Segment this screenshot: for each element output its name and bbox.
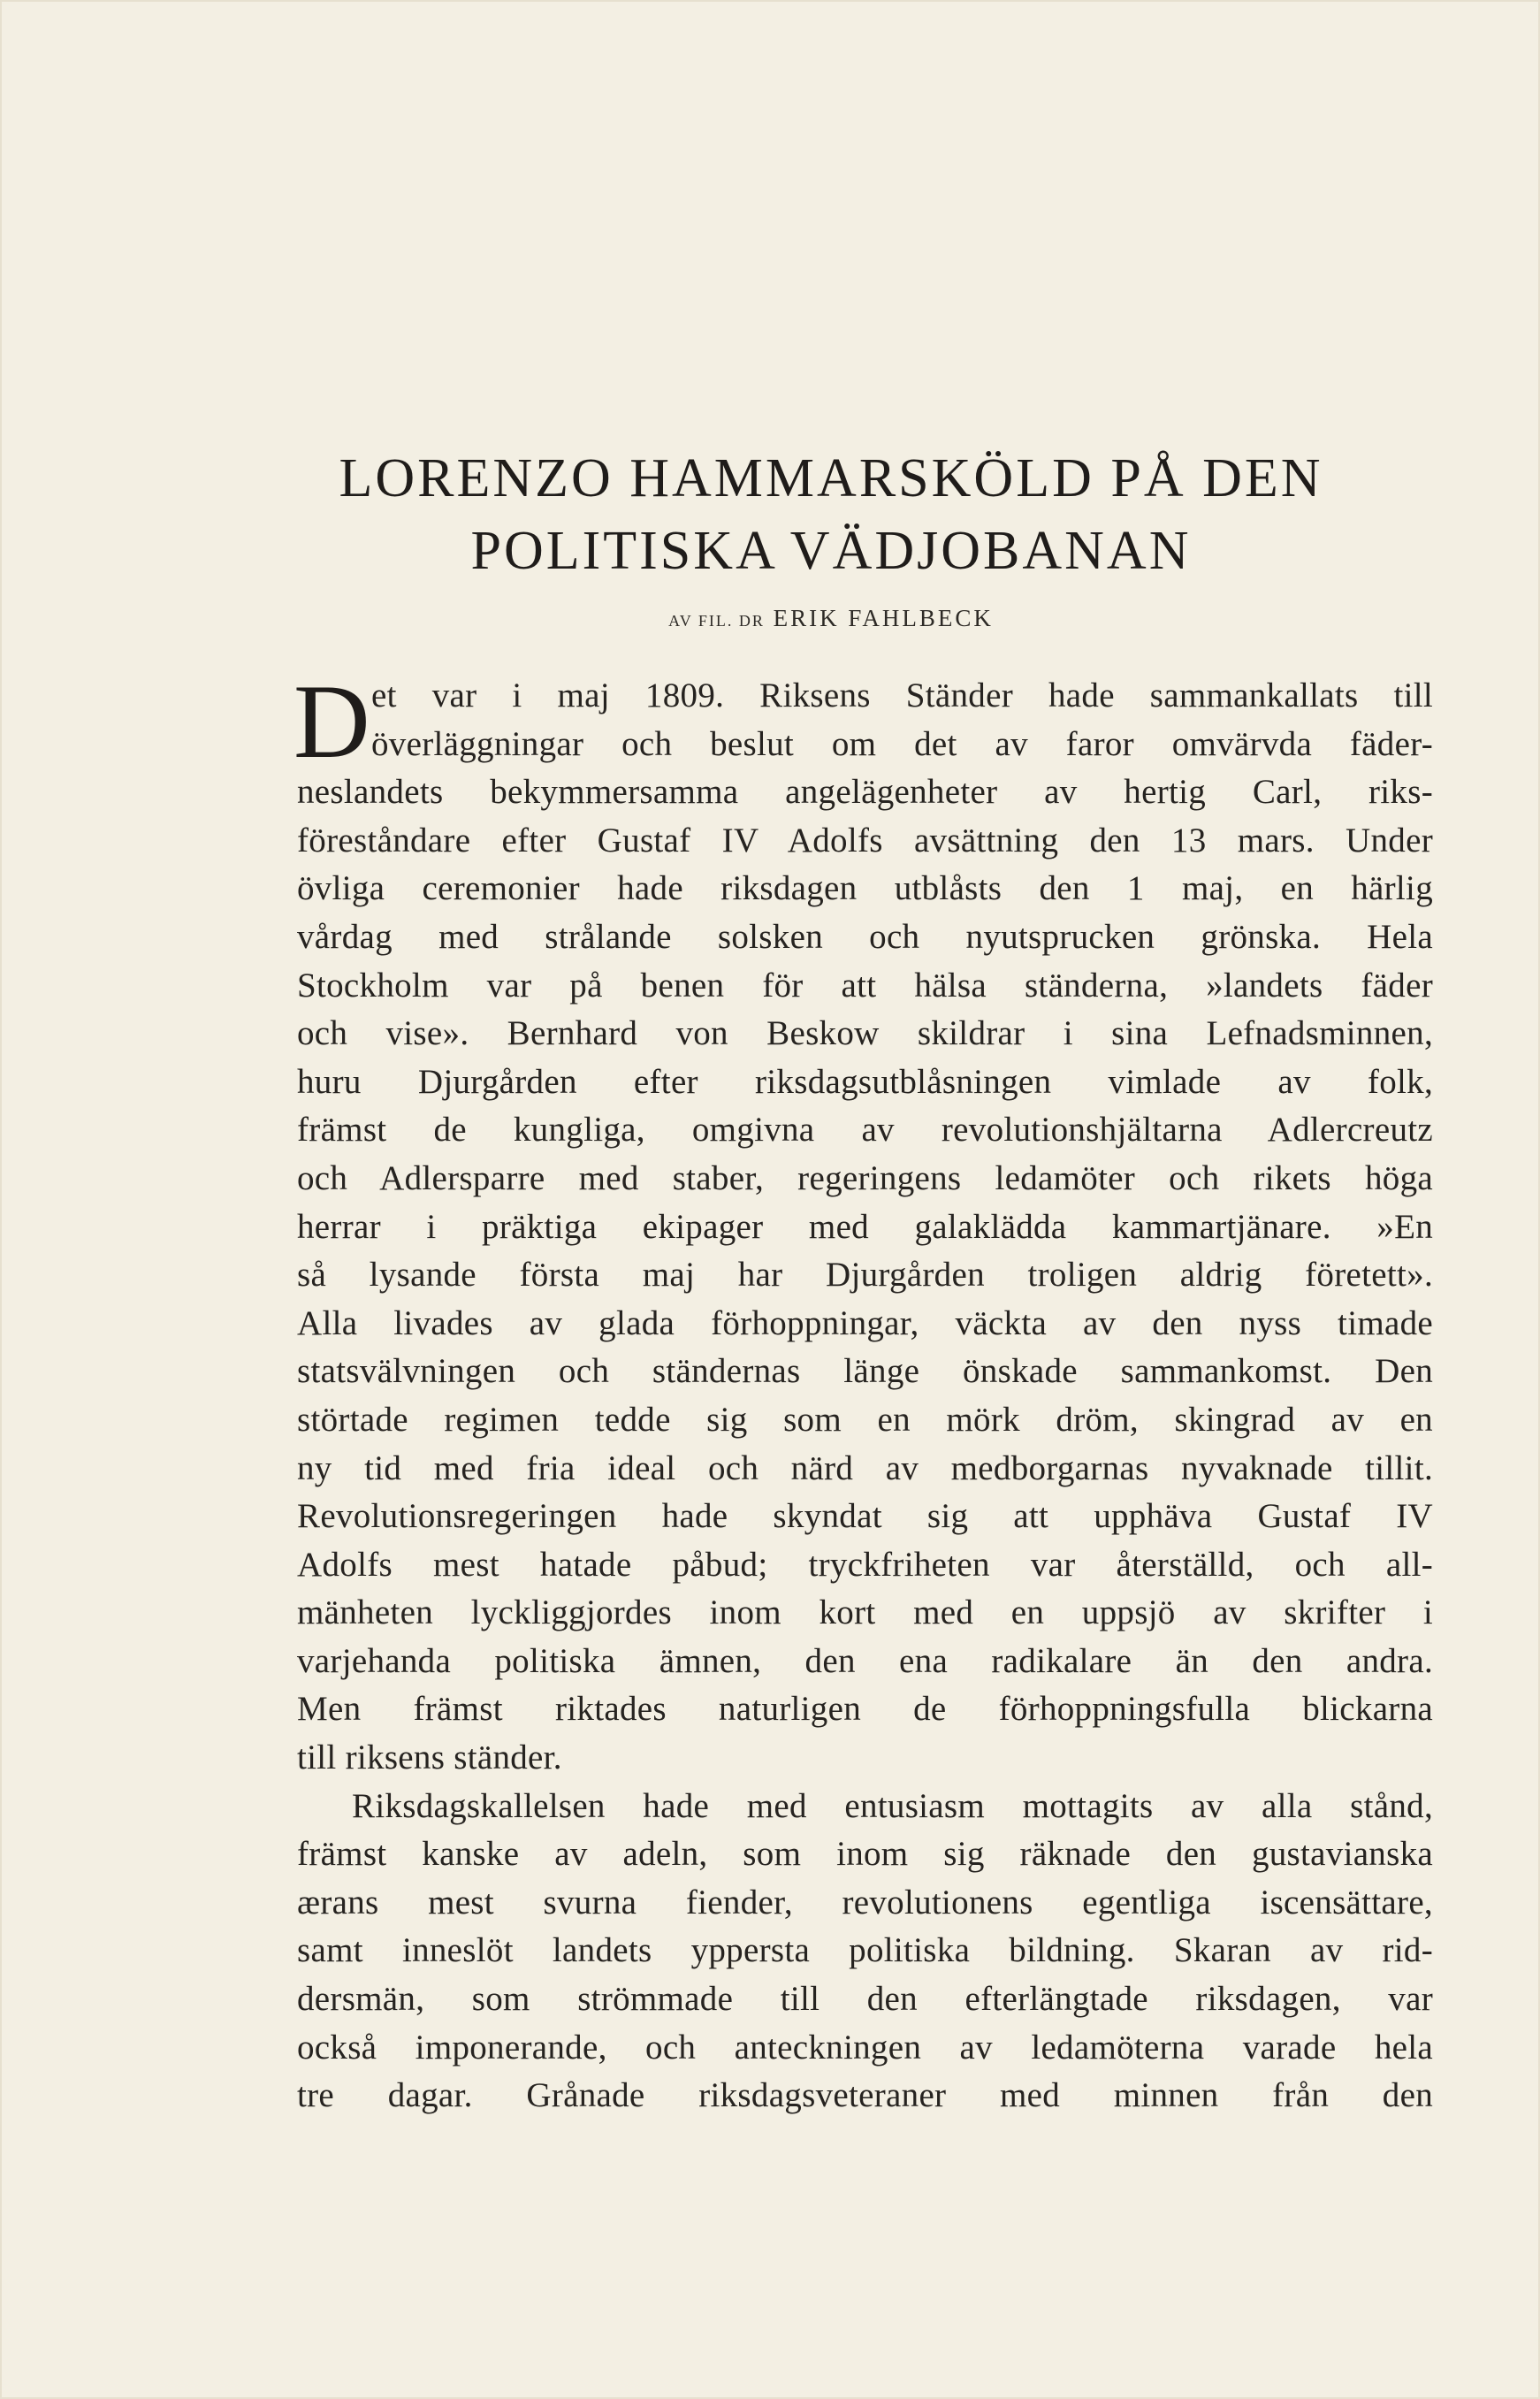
paragraph-1-line: Men främst riktades naturligen de förhoppningsfulla blickarna	[297, 1690, 1433, 1729]
paragraph-1-line: vårdag med strålande solsken och nyutsprucken grönska. Hela	[297, 917, 1433, 956]
paragraph-2-line: dersmän, som strömmade till den efterlängtade riksdagen, var	[297, 1980, 1433, 2019]
paragraph-2-line: Riksdagskallelsen hade med entusiasm mottagits av alla stånd,	[352, 1786, 1433, 1825]
article-title	[292, 442, 1370, 587]
paragraph-2-line: samt inneslöt landets yppersta politiska bildning. Skaran av rid-	[297, 1931, 1433, 1970]
paragraph-1-line: och vise». Bernhard von Beskow skildrar i sina Lefnadsminnen,	[297, 1014, 1433, 1053]
byline-prefix: AV FIL. DR	[668, 612, 765, 630]
paragraph-2-line: tre dagar. Grånade riksdagsveteraner med minnen från den	[297, 2076, 1433, 2115]
paragraph-2-line: ærans mest svurna fiender, revolutionens egentliga iscensättare,	[297, 1883, 1433, 1921]
paragraph-1-line: varjehanda politiska ämnen, den ena radikalare än den andra.	[297, 1641, 1433, 1680]
paragraph-1-line: överläggningar och beslut om det av faror omvärvda fäder-	[371, 724, 1433, 763]
paragraph-1-line: främst de kungliga, omgivna av revolutionshjältarna Adlercreutz	[297, 1111, 1433, 1150]
paragraph-1-line: störtade regimen tedde sig som en mörk dröm, skingrad av en	[297, 1400, 1433, 1439]
paragraph-1-line: föreståndare efter Gustaf IV Adolfs avsättning den 13 mars. Under	[297, 821, 1433, 860]
paragraph-1-line: mänheten lyckliggjordes inom kort med en uppsjö av skrifter i	[297, 1593, 1433, 1632]
paragraph-1-line: et var i maj 1809. Riksens Ständer hade sammankallats till	[371, 676, 1433, 714]
paragraph-1-line: ny tid med fria ideal och närd av medborgarnas nyvaknade tillit.	[297, 1448, 1433, 1487]
paragraph-1-line: Stockholm var på benen för att hälsa ständerna, »landets fäder	[297, 966, 1433, 1005]
paragraph-1-line: huru Djurgården efter riksdagsutblåsningen vimlade av folk,	[297, 1062, 1433, 1101]
dropcap-block	[294, 662, 1433, 780]
paragraph-1-line: neslandets bekymmersamma angelägenheter av hertig Carl, riks-	[297, 773, 1433, 812]
paragraph-1	[294, 662, 1433, 1783]
article-body	[294, 662, 1433, 2120]
dropcap-letter: D	[294, 662, 370, 780]
paragraph-1-line: Revolutionsregeringen hade skyndat sig att upphäva Gustaf IV	[297, 1497, 1433, 1536]
paragraph-2	[297, 1783, 1433, 2120]
paragraph-2-line: främst kanske av adeln, som inom sig räknade den gustavianska	[297, 1835, 1433, 1874]
byline	[292, 605, 1370, 632]
paragraph-1-line: Adolfs mest hatade påbud; tryckfriheten var återställd, och all-	[297, 1545, 1433, 1584]
title-line-2: POLITISKA VÄDJOBANAN	[470, 521, 1192, 581]
title-line-1: LORENZO HAMMARSKÖLD PÅ DEN	[339, 448, 1323, 508]
paragraph-1-line: statsvälvningen och ständernas länge önskade sammankomst. Den	[297, 1352, 1433, 1391]
paragraph-1-line: och Adlersparre med staber, regeringens ledamöter och rikets höga	[297, 1158, 1433, 1197]
byline-author: ERIK FAHLBECK	[773, 605, 994, 631]
paragraph-2-line: också imponerande, och anteckningen av ledamöterna varade hela	[297, 2028, 1433, 2067]
paragraph-1-line: herrar i präktiga ekipager med galaklädda kammartjänare. »En	[297, 1207, 1433, 1246]
paragraph-1-line: så lysande första maj har Djurgården troligen aldrig företett».	[297, 1256, 1433, 1295]
paragraph-1-line: övliga ceremonier hade riksdagen utblåsts den 1 maj, en härlig	[297, 869, 1433, 908]
paragraph-1-line: Alla livades av glada förhoppningar, väckta av den nyss timade	[297, 1303, 1433, 1342]
paragraph-1-line: till riksens ständer.	[297, 1738, 562, 1777]
